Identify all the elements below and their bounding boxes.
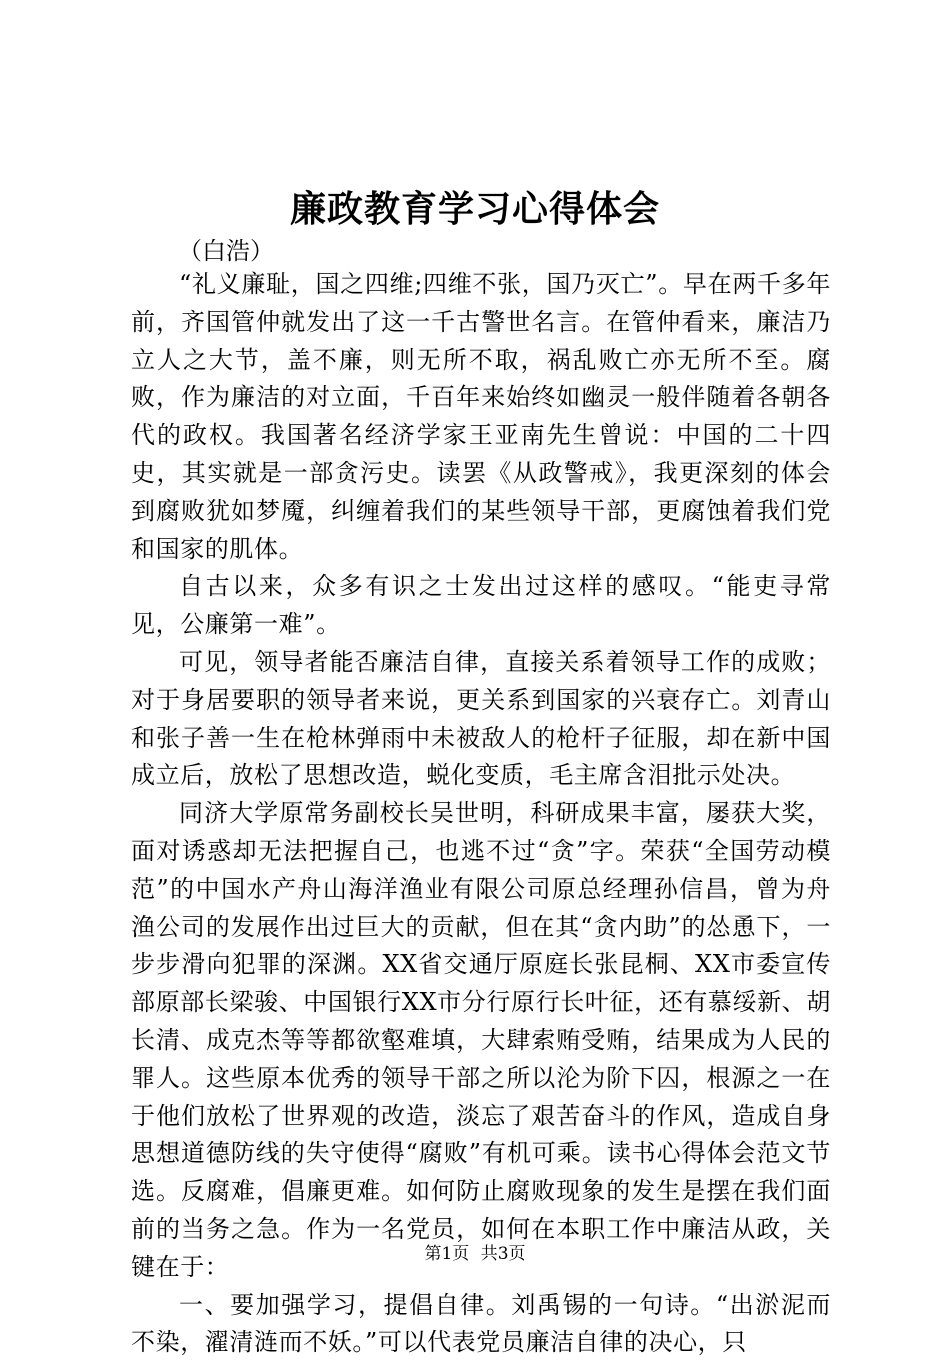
body-paragraph: 同济大学原常务副校长吴世明，科研成果丰富，屡获大奖，面对诱惑却无法把握自己，也逃不过“贪”字。荣获“全国劳动模范”的中国水产舟山海洋渔业有限公司原总经理孙信昌，曾为舟渔公司的发展作出过巨大的贡献，但在其“贪内助”的怂恿下，一步步滑向犯罪的深渊。XX省交通厅原庭长张昆桐、XX市委宣传部原部长梁骏、中国银行XX市分行原行长叶征，还有慕绥新、胡长清、成克杰等等都欲壑难填，大肆索贿受贿，结果成为人民的罪人。这些原本优秀的领导干部之所以沦为阶下囚，根源之一在于他们放松了世界观的改造，淡忘了艰苦奋斗的作风，造成自身思想道德防线的失守使得“腐败”有机可乘。读书心得体会范文节选。反腐难，倡廉更难。如何防止腐败现象的发生是摆在我们面前的当务之急。作为一名党员，如何在本职工作中廉洁从政，关键在于： (131, 799, 831, 1281)
body-paragraph: “礼义廉耻，国之四维;四维不张，国乃灭亡”。早在两千多年前，齐国管仲就发出了这一千古警世名言。在管仲看来，廉洁乃立人之大节，盖不廉，则无所不取，祸乱败亡亦无所不至。腐败，作为廉洁的对立面，千百年来始终如幽灵一般伴随着各朝各代的政权。我国著名经济学家王亚南先生曾说：中国的二十四史，其实就是一部贪污史。读罢《从政警戒》，我更深刻的体会到腐败犹如梦魇，纠缠着我们的某些领导干部，更腐蚀着我们党和国家的肌体。 (131, 270, 831, 563)
body-paragraph: 自古以来，众多有识之士发出过这样的感叹。“能吏寻常见，公廉第一难”。 (131, 572, 831, 639)
body-paragraph: 可见，领导者能否廉洁自律，直接关系着领导工作的成败；对于身居要职的领导者来说，更关系到国家的兴衰存亡。刘青山和张子善一生在枪林弹雨中未被敌人的枪杆子征服，却在新中国成立后，放松了思想改造，蜕化变质，毛主席含泪批示处决。 (131, 647, 831, 790)
document-title: 廉政教育学习心得体会 (289, 188, 660, 230)
page-total: 共3页 (480, 1244, 526, 1264)
body-paragraph: 一、要加强学习，提倡自律。刘禹锡的一句诗。“出淤泥而不染，濯清涟而不妖。”可以代表党员廉洁自律的决心，只 (131, 1290, 831, 1357)
document-body (131, 266, 831, 1362)
author-line: （白浩） (178, 237, 274, 265)
page-number: 第1页 (424, 1244, 470, 1264)
page-footer (0, 1242, 950, 1266)
